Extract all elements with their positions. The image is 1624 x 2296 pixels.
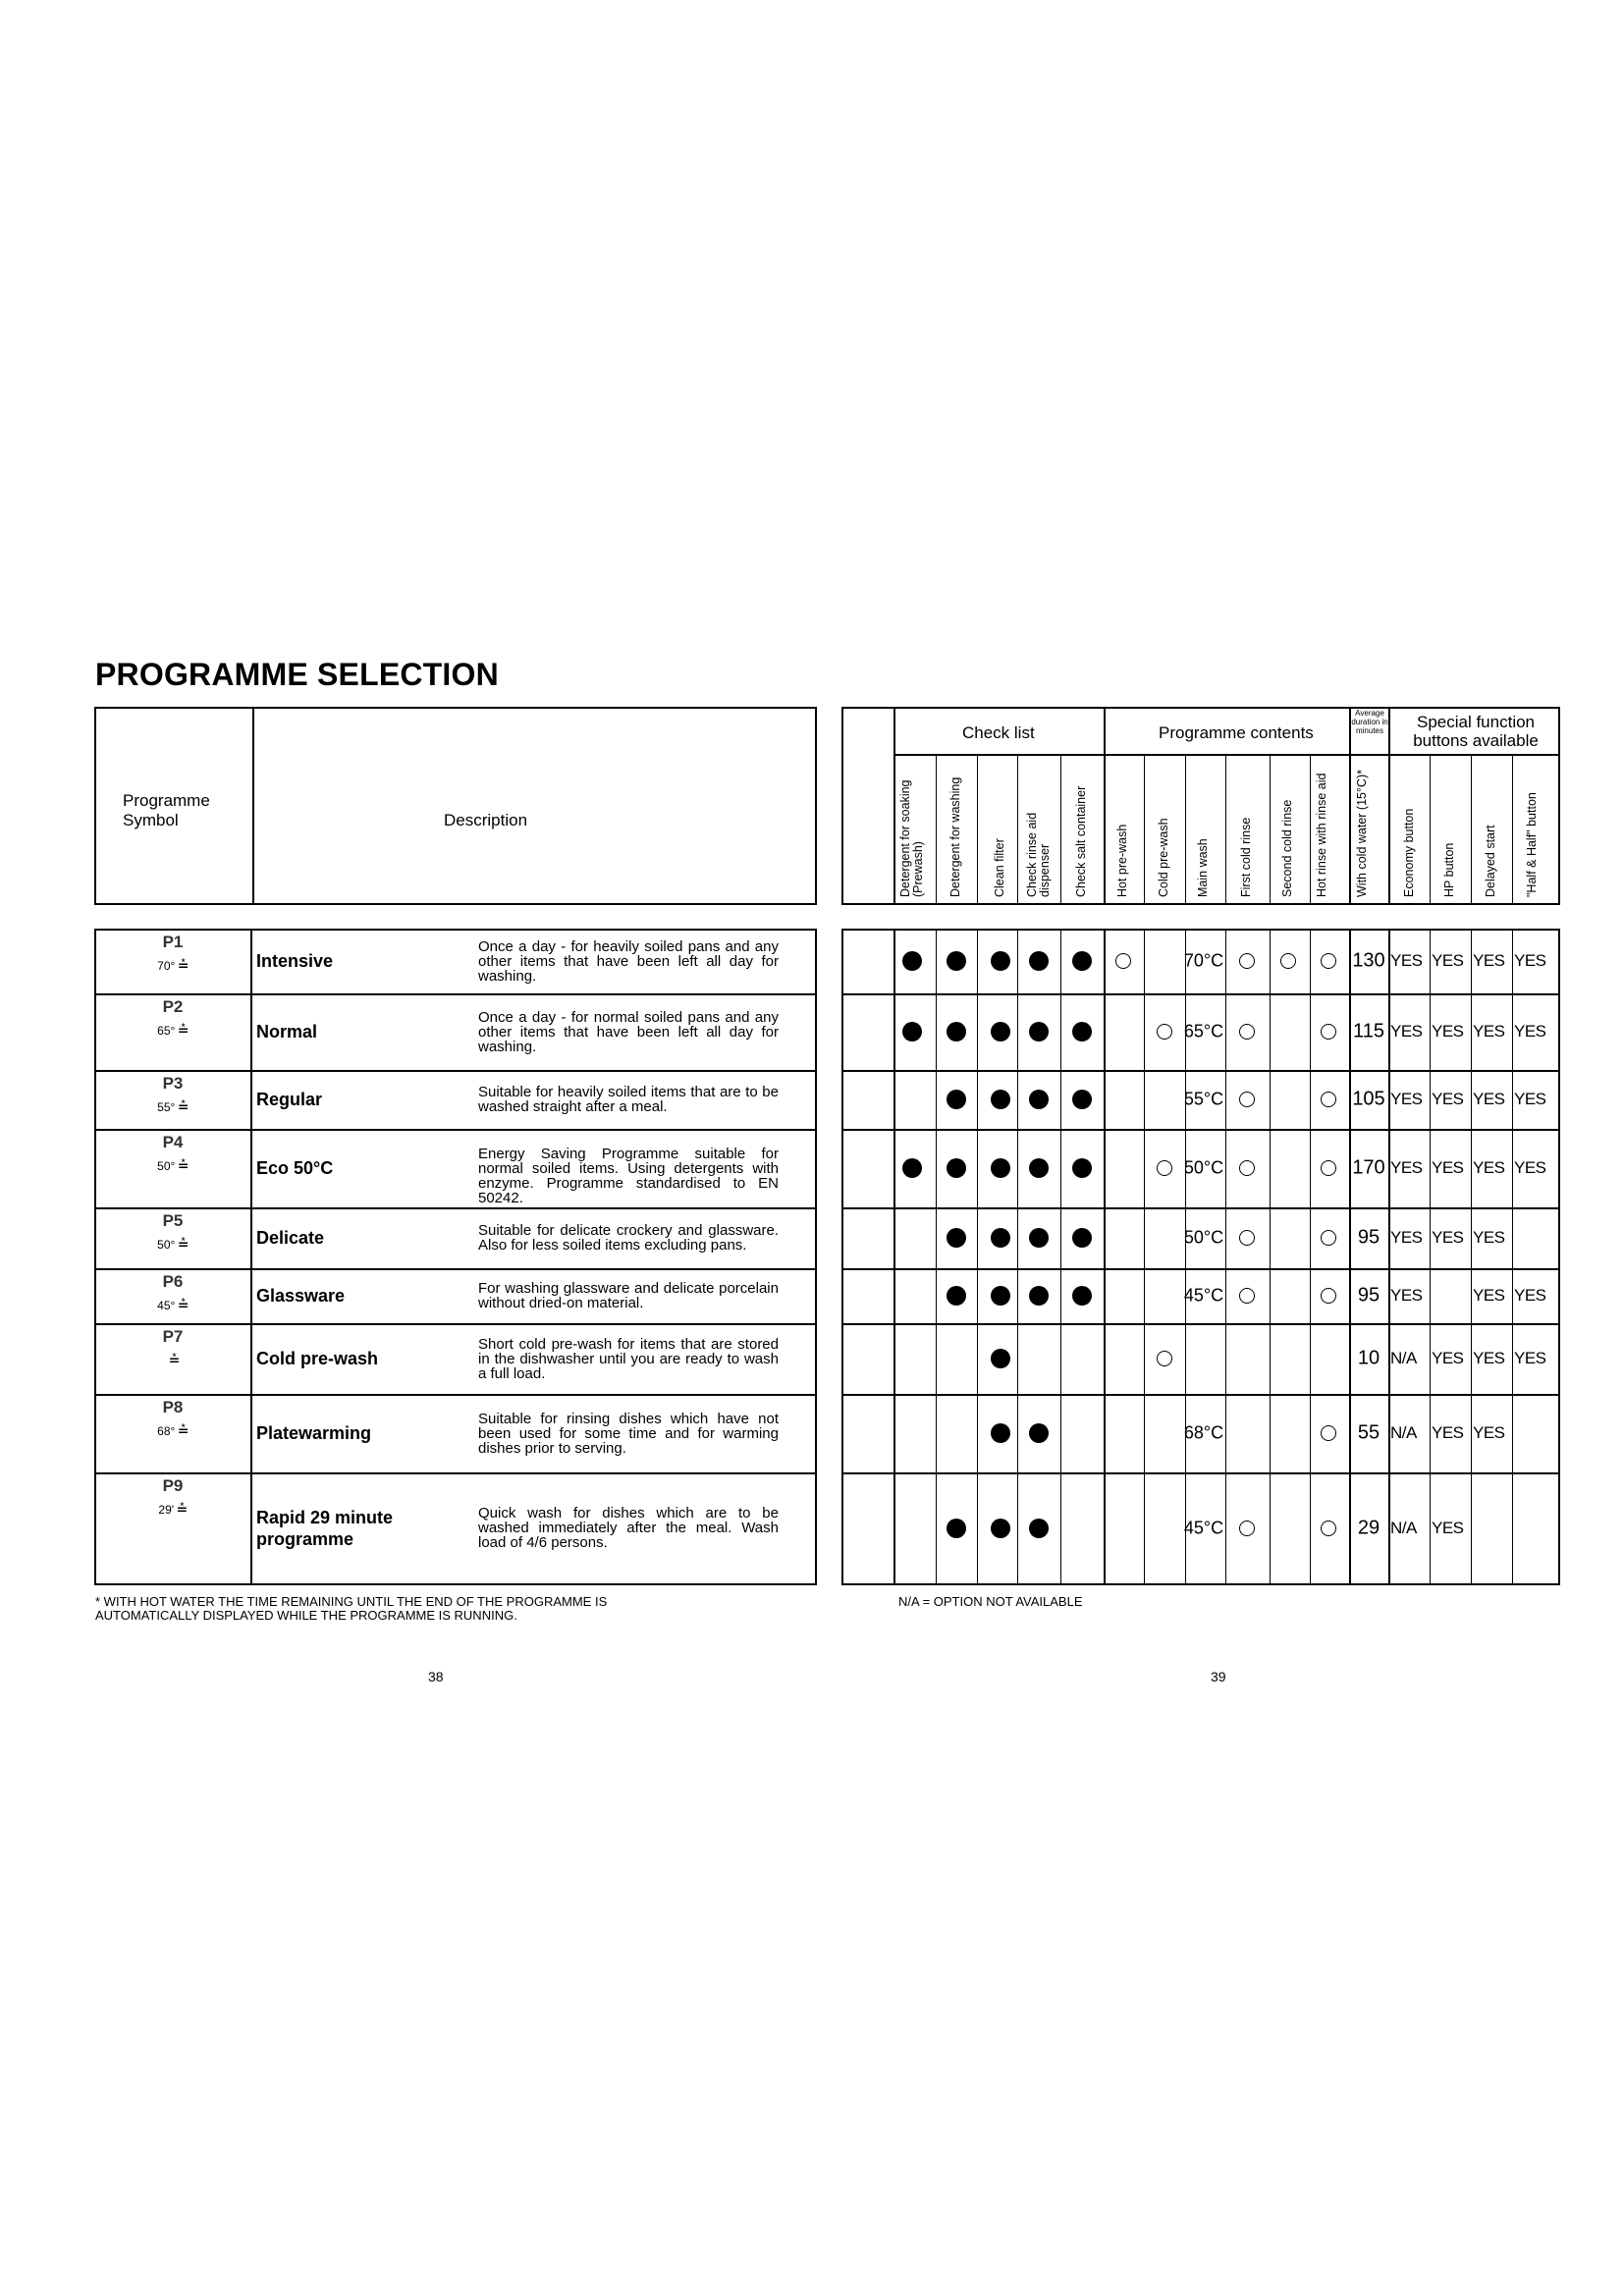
duration-minutes: 115	[1353, 1020, 1384, 1042]
content-mark-ring	[1239, 1230, 1255, 1246]
programme-code: P9	[162, 1476, 184, 1495]
dishes-icon: ⩮	[177, 1498, 188, 1518]
column-divider	[1270, 754, 1271, 905]
temperature-label: 68°	[157, 1424, 176, 1438]
temperature-label: 29'	[158, 1503, 175, 1517]
row-divider	[94, 1394, 815, 1396]
row-divider	[94, 1070, 815, 1072]
column-divider	[1225, 929, 1226, 1583]
programme-symbol-icon	[104, 1294, 242, 1314]
check-mark-dot	[1072, 951, 1092, 971]
column-divider	[1430, 754, 1431, 905]
content-mark-ring	[1157, 1160, 1172, 1176]
check-mark-dot	[991, 1519, 1010, 1538]
column-divider	[1060, 929, 1061, 1583]
special-function-value: YES	[1473, 1286, 1505, 1305]
column-divider	[1430, 929, 1431, 1583]
column-divider	[1471, 754, 1472, 905]
content-mark-ring	[1115, 953, 1131, 969]
content-mark-ring	[1321, 953, 1336, 969]
programme-symbol-icon	[104, 1154, 242, 1175]
header-divider	[893, 707, 895, 905]
content-mark-ring	[1239, 1288, 1255, 1304]
programme-name: Normal	[256, 1022, 318, 1041]
programme-description: For washing glassware and delicate porcelain without dried-on material.	[478, 1280, 779, 1311]
check-mark-dot	[991, 1349, 1010, 1368]
programme-symbol	[104, 1476, 242, 1519]
column-divider	[936, 929, 937, 1583]
dishes-icon: ⩮	[178, 1419, 189, 1439]
column-divider	[936, 754, 937, 905]
footnote-na: N/A = OPTION NOT AVAILABLE	[898, 1594, 1083, 1609]
special-function-value: YES	[1390, 951, 1423, 970]
column-divider	[1144, 929, 1145, 1583]
column-divider	[1017, 754, 1018, 905]
programme-code: P3	[162, 1074, 184, 1093]
programme-code: P6	[162, 1272, 184, 1291]
temperature-label: 45°	[157, 1299, 176, 1312]
content-mark-ring	[1239, 1092, 1255, 1107]
content-mark-ring	[1239, 1160, 1255, 1176]
column-header-label: First cold rinse	[1239, 817, 1253, 897]
column-header-label: HP button	[1442, 842, 1456, 897]
column-divider	[1471, 929, 1472, 1583]
column-divider	[1349, 929, 1351, 1583]
column-header-label: Cold pre-wash	[1157, 818, 1170, 897]
programme-code: P8	[162, 1398, 184, 1416]
check-mark-dot	[947, 1519, 966, 1538]
column-header-label: With cold water (15°C)*	[1355, 769, 1369, 897]
check-mark-dot	[947, 951, 966, 971]
check-mark-dot	[991, 1022, 1010, 1041]
content-mark-ring	[1321, 1092, 1336, 1107]
programme-description: Quick wash for dishes which are to be washed immediately after the meal. Wash load of 4/6 persons.	[478, 1505, 779, 1551]
programme-symbol-icon	[104, 954, 242, 975]
special-function-value: YES	[1432, 1349, 1464, 1367]
column-divider	[1512, 754, 1513, 905]
temperature-label: 50°	[157, 1159, 176, 1173]
special-function-value: YES	[1432, 1090, 1464, 1108]
column-divider	[1310, 754, 1311, 905]
programme-description: Suitable for delicate crockery and glassware. Also for less soiled items excluding pans.	[478, 1222, 779, 1254]
special-function-value: YES	[1514, 1090, 1546, 1108]
special-function-value: YES	[1390, 1022, 1423, 1041]
check-mark-dot	[1029, 1423, 1049, 1443]
row-divider	[841, 1070, 1558, 1072]
header-divider	[1104, 707, 1106, 905]
row-divider	[94, 1207, 815, 1209]
special-function-value: YES	[1473, 1022, 1505, 1041]
programme-name: Regular	[256, 1090, 323, 1109]
programme-name: Platewarming	[256, 1423, 372, 1443]
duration-minutes: 29	[1357, 1517, 1380, 1538]
special-function-value: YES	[1432, 1022, 1464, 1041]
content-mark-ring	[1321, 1160, 1336, 1176]
page-title: PROGRAMME SELECTION	[95, 657, 499, 692]
content-mark-ring	[1239, 1024, 1255, 1040]
check-mark-dot	[902, 1158, 922, 1178]
main-wash-temperature: 55°C	[1183, 1089, 1224, 1109]
column-divider	[977, 754, 978, 905]
check-mark-dot	[1029, 1519, 1049, 1538]
check-mark-dot	[991, 1228, 1010, 1248]
programme-symbol-icon	[104, 1019, 242, 1040]
check-mark-dot	[902, 951, 922, 971]
check-mark-dot	[1072, 1286, 1092, 1306]
programme-name: Delicate	[256, 1228, 325, 1248]
content-mark-ring	[1321, 1521, 1336, 1536]
special-function-value: YES	[1390, 1286, 1423, 1305]
row-divider	[94, 1268, 815, 1270]
programme-name: Cold pre-wash	[256, 1349, 379, 1368]
programme-code: P7	[162, 1327, 184, 1346]
dishes-icon: ⩮	[178, 1095, 189, 1115]
special-function-value: YES	[1473, 1090, 1505, 1108]
page-number-left: 38	[428, 1669, 444, 1684]
content-mark-ring	[1321, 1425, 1336, 1441]
programme-description: Short cold pre-wash for items that are stored in the dishwasher until you are ready to wash a full load.	[478, 1335, 779, 1382]
programme-symbol	[104, 1398, 242, 1440]
header-divider	[1388, 707, 1390, 905]
programme-symbol	[104, 1074, 242, 1116]
left-header-table	[94, 707, 817, 905]
check-mark-dot	[1029, 1286, 1049, 1306]
programme-description: Once a day - for heavily soiled pans and any other items that have been left all day for washing.	[478, 937, 779, 985]
programme-description: Energy Saving Programme suitable for normal soiled items. Using detergents with enzyme. Programme standardised to EN 50242.	[478, 1145, 779, 1206]
column-header-label: Detergent for washing	[948, 776, 962, 897]
check-mark-dot	[947, 1158, 966, 1178]
row-divider	[94, 993, 815, 995]
special-function-value: YES	[1514, 1349, 1546, 1367]
check-mark-dot	[1072, 1228, 1092, 1248]
dishes-icon: ⩮	[178, 1294, 189, 1313]
programme-code: P4	[162, 1133, 184, 1151]
special-function-value: YES	[1514, 1158, 1546, 1177]
programme-symbol	[104, 997, 242, 1040]
duration-minutes: 55	[1357, 1421, 1380, 1444]
row-divider	[841, 1129, 1558, 1131]
page-number-right: 39	[1211, 1669, 1226, 1684]
content-mark-ring	[1321, 1024, 1336, 1040]
content-mark-ring	[1321, 1288, 1336, 1304]
check-mark-dot	[1072, 1022, 1092, 1041]
programme-symbol-icon	[104, 1233, 242, 1254]
programme-symbol-icon	[104, 1349, 242, 1369]
special-function-value: YES	[1390, 1090, 1423, 1108]
check-mark-dot	[991, 1158, 1010, 1178]
duration-minutes: 105	[1352, 1088, 1385, 1110]
dishes-icon: ⩮	[169, 1349, 180, 1368]
column-divider	[1017, 929, 1018, 1583]
programme-name: Rapid 29 minute programme	[256, 1507, 394, 1549]
programme-symbol	[104, 1211, 242, 1254]
special-function-value: YES	[1390, 1158, 1423, 1177]
check-mark-dot	[947, 1090, 966, 1109]
column-divider	[893, 929, 895, 1583]
special-function-value: N/A	[1390, 1423, 1417, 1442]
content-mark-ring	[1321, 1230, 1336, 1246]
duration-minutes: 130	[1352, 949, 1385, 972]
header-divider	[1349, 707, 1351, 905]
column-header-label: Delayed start	[1484, 825, 1497, 897]
programme-code: P2	[162, 997, 184, 1016]
row-divider	[841, 1323, 1558, 1325]
column-divider	[1144, 754, 1145, 905]
main-wash-temperature: 45°C	[1183, 1285, 1224, 1306]
header-row-divider	[893, 754, 1559, 756]
column-header-label: Main wash	[1196, 838, 1210, 897]
main-wash-temperature: 50°C	[1183, 1157, 1224, 1178]
duration-minutes: 170	[1352, 1156, 1385, 1179]
column-header-label: "Half & Half" button	[1525, 792, 1539, 897]
column-header-label: Check salt container	[1074, 785, 1088, 897]
content-mark-ring	[1239, 953, 1255, 969]
column-divider	[977, 929, 978, 1583]
row-divider	[841, 1472, 1558, 1474]
row-divider	[841, 993, 1558, 995]
special-functions-header: Special function buttons available	[1413, 713, 1539, 750]
programme-description: Suitable for heavily soiled items that are to be washed straight after a meal.	[478, 1084, 779, 1115]
special-function-value: YES	[1473, 1228, 1505, 1247]
column-divider	[1512, 929, 1513, 1583]
main-wash-temperature: 65°C	[1183, 1021, 1224, 1041]
check-mark-dot	[947, 1228, 966, 1248]
row-divider	[841, 1207, 1558, 1209]
duration-minutes: 10	[1357, 1347, 1380, 1369]
symbol-column-divider	[250, 929, 252, 1583]
programme-symbol	[104, 933, 242, 975]
check-mark-dot	[991, 951, 1010, 971]
check-mark-dot	[1072, 1158, 1092, 1178]
column-divider	[1310, 929, 1311, 1583]
special-function-value: YES	[1473, 1423, 1505, 1442]
special-function-value: N/A	[1390, 1349, 1417, 1367]
column-divider	[1104, 929, 1106, 1583]
check-mark-dot	[1029, 1022, 1049, 1041]
temperature-label: 55°	[157, 1100, 176, 1114]
programme-contents-header: Programme contents	[1159, 723, 1314, 742]
special-function-value: YES	[1432, 1158, 1464, 1177]
programme-symbol	[104, 1272, 242, 1314]
temperature-label: 70°	[157, 959, 176, 973]
column-header-label: Check rinse aid dispenser	[1025, 812, 1052, 897]
column-divider	[1185, 754, 1186, 905]
special-function-value: YES	[1432, 1228, 1464, 1247]
check-list-header: Check list	[962, 723, 1035, 742]
column-header-label: Economy button	[1402, 808, 1416, 897]
special-function-value: YES	[1514, 951, 1546, 970]
content-mark-ring	[1280, 953, 1296, 969]
programme-symbol-icon	[104, 1498, 242, 1519]
temperature-label: 50°	[157, 1238, 176, 1252]
row-divider	[94, 1323, 815, 1325]
special-function-value: YES	[1432, 951, 1464, 970]
row-divider	[841, 1394, 1558, 1396]
special-function-value: YES	[1390, 1228, 1423, 1247]
row-divider	[94, 1129, 815, 1131]
check-mark-dot	[991, 1090, 1010, 1109]
programme-code: P1	[162, 933, 184, 951]
footnote-hot-water: * WITH HOT WATER THE TIME REMAINING UNTIL THE END OF THE PROGRAMME IS AUTOMATICALLY DISPLAYED WHILE THE PROGRAMME IS RUNNING.	[95, 1594, 608, 1623]
content-mark-ring	[1239, 1521, 1255, 1536]
dishes-icon: ⩮	[178, 1019, 189, 1039]
column-header-label: Hot rinse with rinse aid	[1315, 773, 1328, 897]
programme-name: Eco 50°C	[256, 1158, 334, 1178]
check-mark-dot	[1029, 1228, 1049, 1248]
check-mark-dot	[1029, 951, 1049, 971]
special-function-value: YES	[1432, 1423, 1464, 1442]
check-mark-dot	[902, 1022, 922, 1041]
check-mark-dot	[947, 1022, 966, 1041]
special-function-value: YES	[1514, 1286, 1546, 1305]
row-divider	[94, 1472, 815, 1474]
dishes-icon: ⩮	[178, 1233, 189, 1253]
special-function-value: YES	[1473, 1349, 1505, 1367]
special-function-value: YES	[1473, 951, 1505, 970]
check-mark-dot	[947, 1286, 966, 1306]
temperature-label: 65°	[157, 1024, 176, 1038]
programme-symbol	[104, 1327, 242, 1369]
dishes-icon: ⩮	[178, 1154, 189, 1174]
dishes-icon: ⩮	[178, 954, 189, 974]
special-function-value: YES	[1473, 1158, 1505, 1177]
description-header: Description	[444, 811, 528, 829]
programme-description: Once a day - for normal soiled pans and any other items that have been left all day for washing.	[478, 1008, 779, 1055]
column-divider	[1060, 754, 1061, 905]
column-header-label: Clean filter	[993, 838, 1006, 897]
special-function-value: YES	[1514, 1022, 1546, 1041]
column-header-label: Detergent for soaking (Prewash)	[898, 779, 925, 897]
column-header-label: Second cold rinse	[1280, 799, 1294, 897]
main-wash-temperature: 70°C	[1183, 950, 1224, 971]
check-mark-dot	[1029, 1158, 1049, 1178]
column-divider	[1270, 929, 1271, 1583]
programme-symbol	[104, 1133, 242, 1175]
column-header-label: Hot pre-wash	[1115, 824, 1129, 897]
row-divider	[841, 1268, 1558, 1270]
programme-description: Suitable for rinsing dishes which have not been used for some time and for warming dishes prior to serving.	[478, 1410, 779, 1457]
check-mark-dot	[1072, 1090, 1092, 1109]
avg-duration-header: Average duration in minutes	[1351, 709, 1388, 735]
column-divider	[1225, 754, 1226, 905]
main-wash-temperature: 45°C	[1183, 1518, 1224, 1537]
programme-symbol-header: Programme Symbol	[123, 791, 210, 829]
main-wash-temperature: 68°C	[1183, 1422, 1224, 1443]
content-mark-ring	[1157, 1024, 1172, 1040]
main-wash-temperature: 50°C	[1183, 1227, 1224, 1248]
check-mark-dot	[1029, 1090, 1049, 1109]
special-function-value: YES	[1432, 1518, 1464, 1537]
programme-name: Intensive	[256, 951, 334, 971]
duration-minutes: 95	[1357, 1226, 1380, 1249]
check-mark-dot	[991, 1286, 1010, 1306]
programme-code: P5	[162, 1211, 184, 1230]
special-function-value: N/A	[1390, 1518, 1417, 1537]
programme-symbol-icon	[104, 1419, 242, 1440]
programme-symbol-icon	[104, 1095, 242, 1116]
duration-minutes: 95	[1357, 1284, 1380, 1307]
content-mark-ring	[1157, 1351, 1172, 1366]
check-mark-dot	[991, 1423, 1010, 1443]
programme-name: Glassware	[256, 1286, 346, 1306]
